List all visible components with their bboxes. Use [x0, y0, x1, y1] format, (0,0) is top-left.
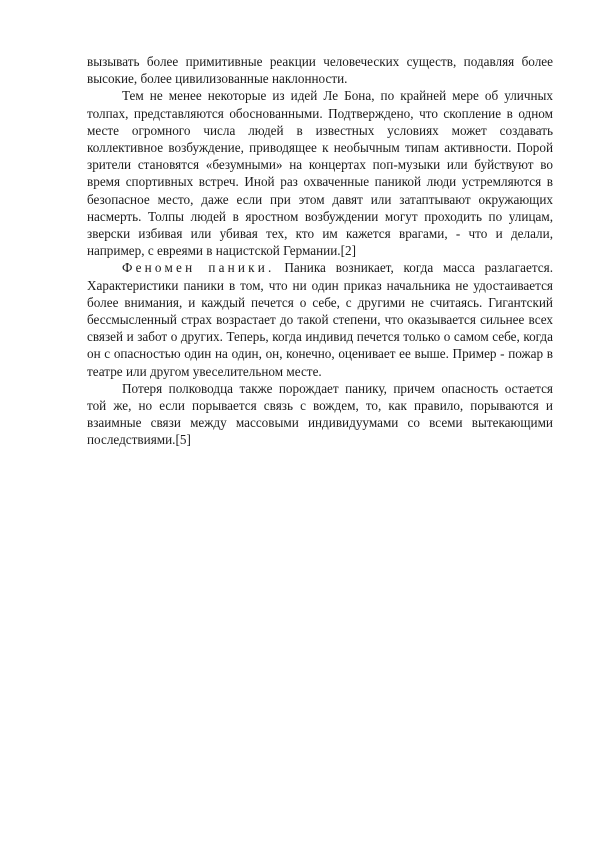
paragraph-panic-phenomenon [87, 259, 553, 379]
panic-section-heading: Феномен паники. [122, 260, 275, 276]
panic-section-text: Паника возникает, когда масса разлагается. Характеристики паники в том, что ни один приказ начальника не удостаивается более внимания, и каждый печется о себе, с другими не считаясь. Гигантский бессмысленный страх возрастает до такой степени, что оказывается сильнее всех связей и забот о других. Теперь, когда индивид печется только о самом себе, когда он с опасностью один на один, он, конечно, оценивает ее выше. Пример - пожар в театре или другом увеселительном месте. [87, 260, 553, 379]
paragraph-continuation: вызывать более примитивные реакции человеческих существ, подавляя более высокие, более цивилизованные наклонности. [87, 54, 553, 87]
paragraph-leader-loss: Потеря полководца также порождает панику, причем опасность остается той же, но если порывается связь с вождем, то, как правило, порываются и взаимные связи между массовыми индивидуумами со всеми вытекающими последствиями.[5] [87, 380, 553, 448]
paragraph-le-bon-crowds: Тем не менее некоторые из идей Ле Бона, по крайней мере об уличных толпах, представляются обоснованными. Подтверждено, что скопление в одном месте огромного числа людей в известных условиях может создавать коллективное возбуждение, приводящее к необычным типам активности. Порой зрители становятся «безумными» на концертах поп-музыки или буйствуют во время спортивных встреч. Иной раз охваченные паникой люди устремляются в безопасное место, даже если при этом давят или затаптывают окружающих насмерть. Толпы людей в яростном возбуждении могут проходить по улицам, зверски избивая или убивая тех, кто им кажется врагами, - что и делали, например, с евреями в нацистской Германии.[2] [87, 88, 553, 259]
document-body [87, 53, 553, 449]
